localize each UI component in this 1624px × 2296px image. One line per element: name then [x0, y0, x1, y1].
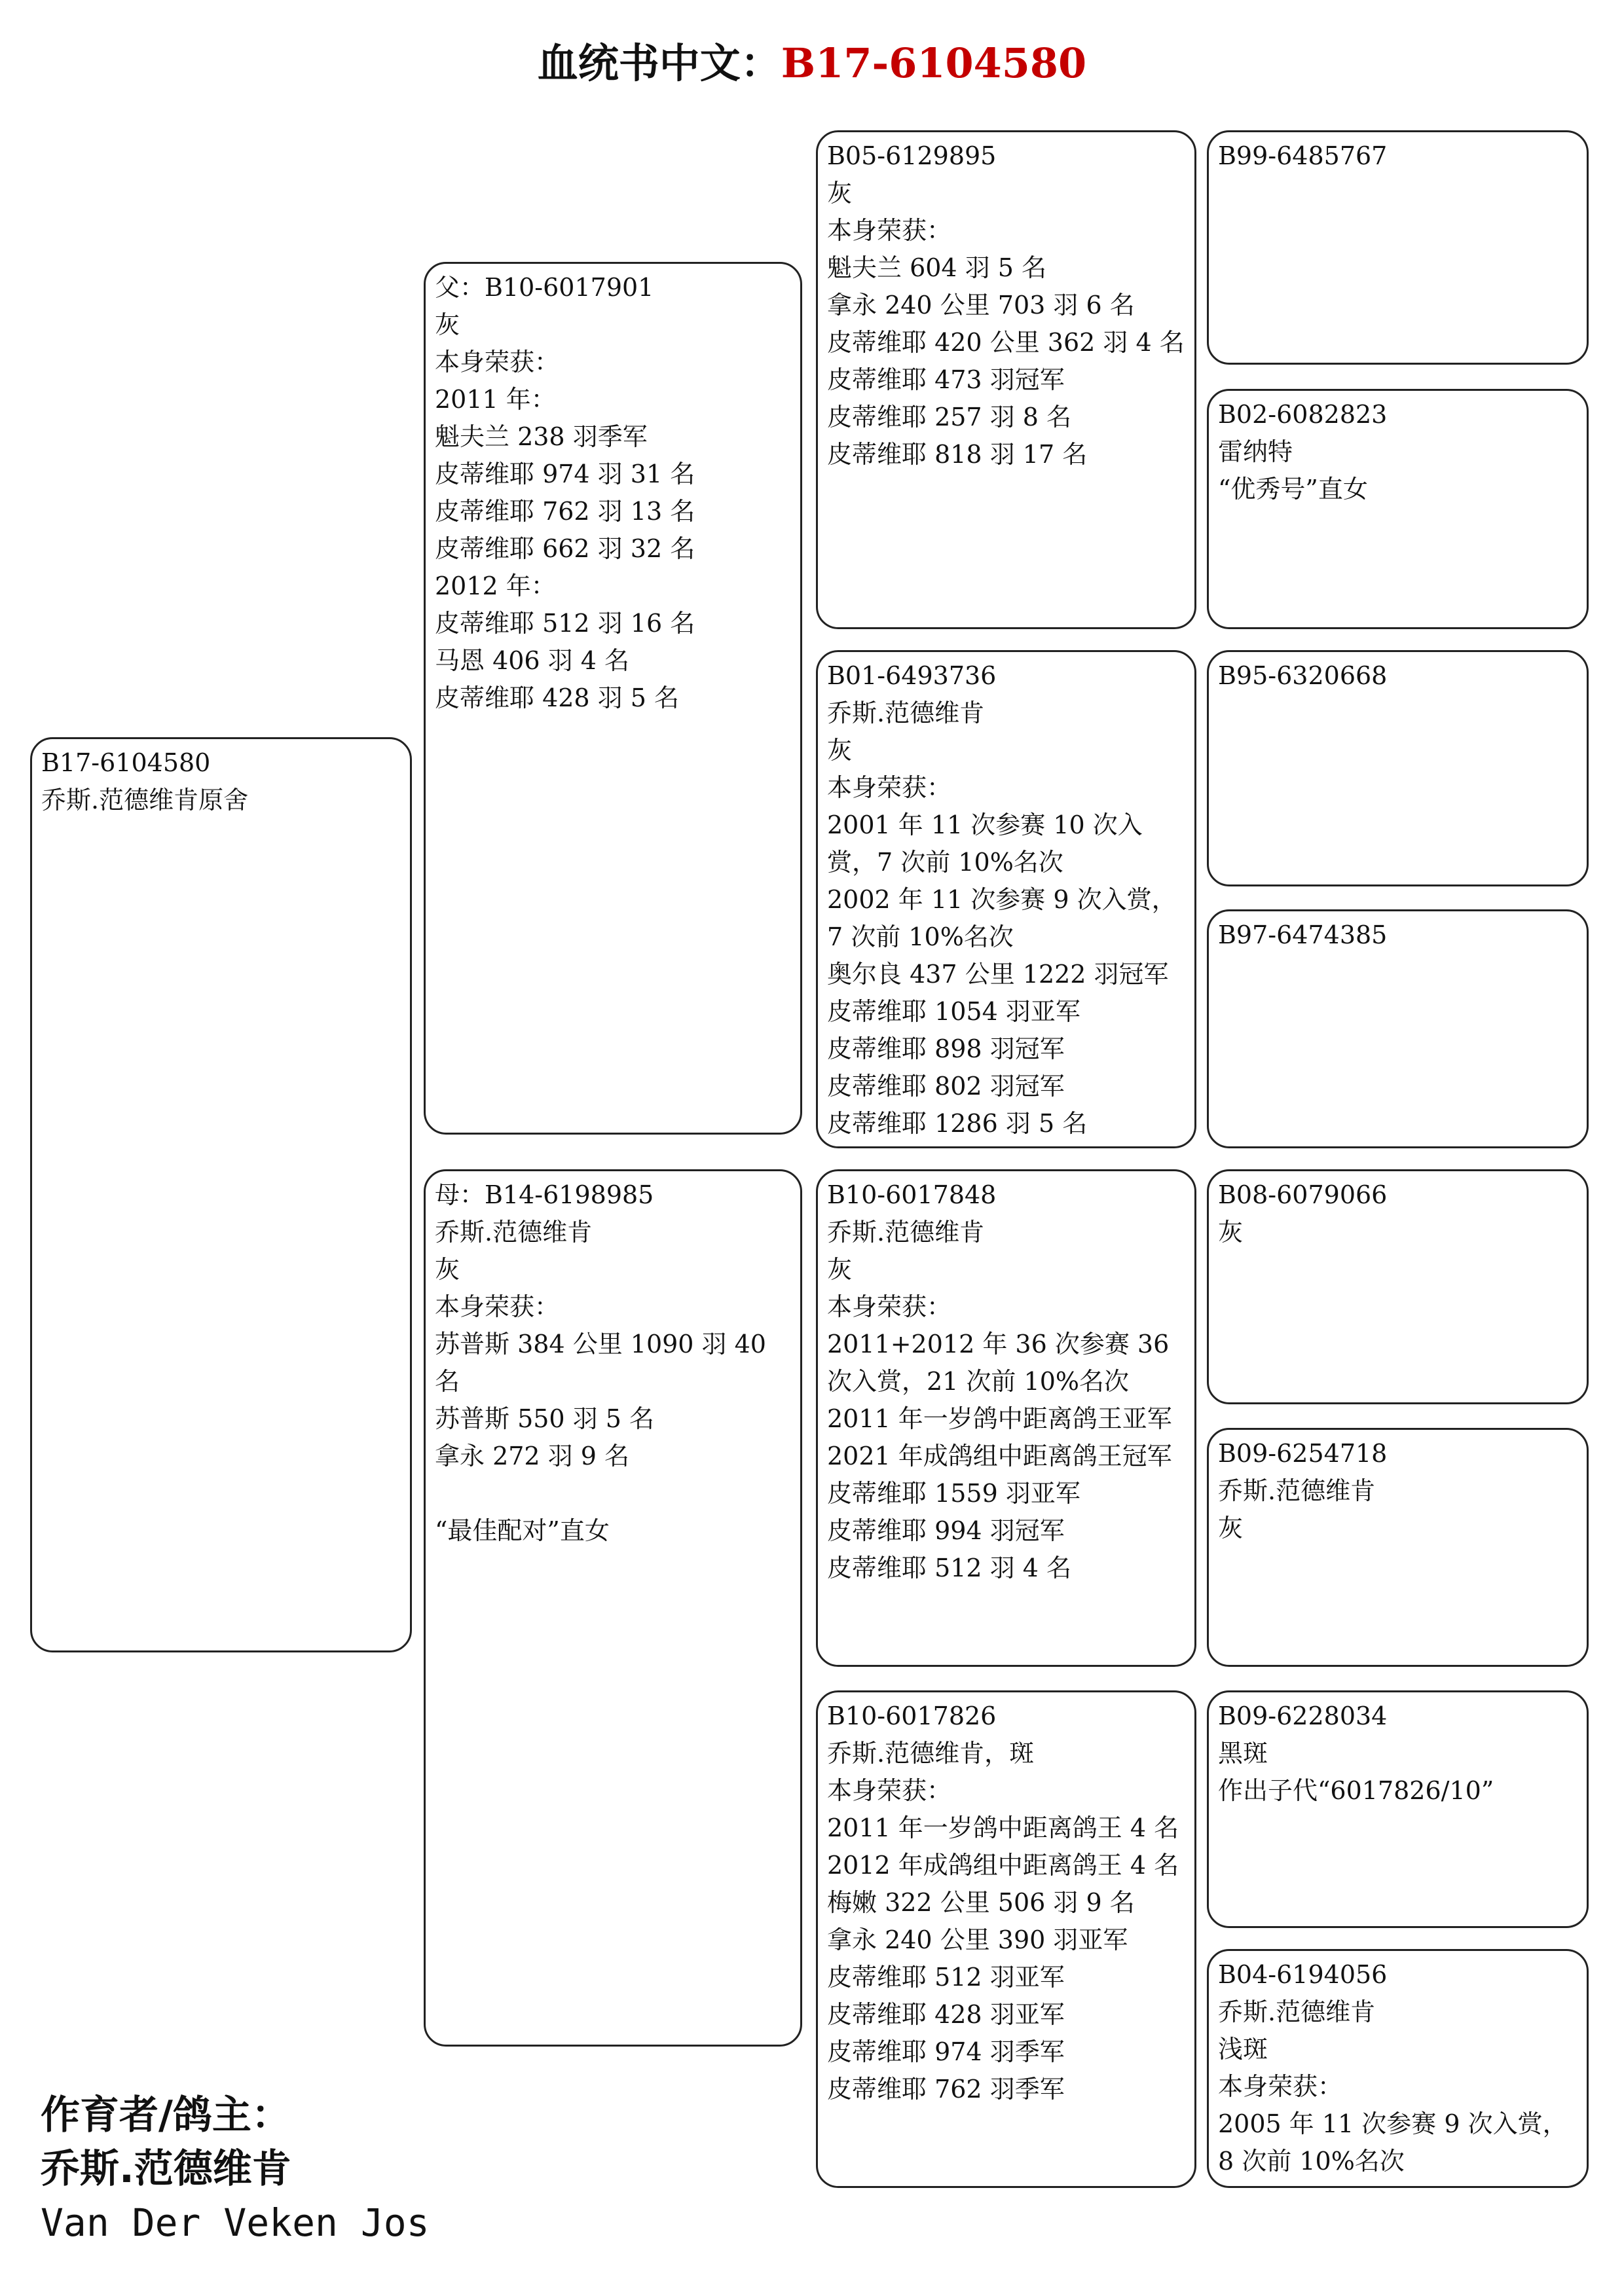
card-line: 乔斯.范德维肯: [435, 1218, 593, 1247]
dam-card: [424, 1169, 802, 2047]
card-line: 皮蒂维耶 428 羽亚军: [827, 2000, 1065, 2029]
card-line: 皮蒂维耶 898 羽冠军: [827, 1034, 1065, 1063]
card-line: 雷纳特: [1218, 437, 1293, 466]
page-title: [0, 34, 1624, 93]
card-line: 2021 年成鸽组中距离鸽王冠军: [827, 1442, 1172, 1470]
card-line: 皮蒂维耶 1559 羽亚军: [827, 1479, 1080, 1508]
card-line: B01-6493736: [827, 661, 997, 690]
card-line: 皮蒂维耶 420 公里 362 羽 4 名: [827, 328, 1185, 357]
card-line: 2002 年 11 次参赛 9 次入赏，7 次前 10%名次: [827, 885, 1177, 951]
great-grandparent-card: [1207, 1690, 1589, 1928]
card-line: 奥尔良 437 公里 1222 羽冠军: [827, 960, 1169, 989]
card-line: 2011+2012 年 36 次参赛 36 次入赏，21 次前 10%名次: [827, 1330, 1177, 1396]
card-line: 灰: [435, 1255, 460, 1284]
card-line: 皮蒂维耶 473 羽冠军: [827, 365, 1065, 394]
card-line: 皮蒂维耶 762 羽 13 名: [435, 497, 695, 526]
card-line: 皮蒂维耶 762 羽季军: [827, 2075, 1065, 2104]
card-line: B10-6017826: [827, 1702, 997, 1730]
card-line: 皮蒂维耶 1054 羽亚军: [827, 997, 1080, 1026]
card-line: 皮蒂维耶 512 羽 4 名: [827, 1554, 1072, 1582]
card-line: 乔斯.范德维肯: [1218, 1476, 1376, 1505]
card-line: 皮蒂维耶 428 羽 5 名: [435, 683, 680, 712]
great-grandparent-card: [1207, 1169, 1589, 1404]
card-line: B99-6485767: [1218, 141, 1388, 170]
card-line: 皮蒂维耶 512 羽亚军: [827, 1963, 1065, 1992]
card-line: 乔斯.范德维肯: [827, 1218, 985, 1247]
great-grandparent-card: [1207, 130, 1589, 365]
card-line: 乔斯.范德维肯: [827, 699, 985, 727]
card-line: 魁夫兰 238 羽季军: [435, 422, 648, 451]
great-grandparent-card: [1207, 1949, 1589, 2188]
card-line: 2012 年：: [435, 572, 556, 600]
card-line: 灰: [1218, 1514, 1244, 1542]
card-line: 皮蒂维耶 974 羽季军: [827, 2037, 1065, 2066]
card-line: 2011 年一岁鸽中距离鸽王 4 名: [827, 1813, 1179, 1842]
card-line: 皮蒂维耶 818 羽 17 名: [827, 440, 1088, 469]
card-line: 苏普斯 550 羽 5 名: [435, 1404, 655, 1433]
card-line: 灰: [435, 310, 460, 339]
card-line: “优秀号”直女: [1218, 475, 1368, 503]
card-line: B08-6079066: [1218, 1180, 1388, 1209]
card-line: B97-6474385: [1218, 920, 1388, 949]
dam-dam-card: [816, 1690, 1196, 2188]
card-line: 皮蒂维耶 512 羽 16 名: [435, 609, 695, 638]
breeder-name: 乔斯.范德维肯: [41, 2146, 291, 2192]
sire-card: [424, 262, 802, 1135]
card-line: 拿永 272 羽 9 名: [435, 1442, 630, 1470]
card-line: B17-6104580: [41, 748, 211, 777]
card-line: [435, 1475, 791, 1512]
sire-dam-card: [816, 650, 1196, 1148]
dam-sire-card: [816, 1169, 1196, 1667]
sire-sire-card: [816, 130, 1196, 629]
card-line: 皮蒂维耶 974 羽 31 名: [435, 460, 695, 488]
card-line: 母：B14-6198985: [435, 1180, 654, 1209]
card-line: 本身荣获：: [435, 1292, 560, 1321]
card-line: B95-6320668: [1218, 661, 1388, 690]
card-line: 父：B10-6017901: [435, 273, 654, 302]
great-grandparent-card: [1207, 1428, 1589, 1667]
card-line: 浅斑: [1218, 2035, 1268, 2064]
card-line: 皮蒂维耶 662 羽 32 名: [435, 534, 695, 563]
card-line: B10-6017848: [827, 1180, 997, 1209]
card-line: 皮蒂维耶 257 羽 8 名: [827, 403, 1072, 431]
card-line: 2011 年一岁鸽中距离鸽王亚军: [827, 1404, 1172, 1433]
great-grandparent-card: [1207, 909, 1589, 1148]
pigeon-card: [30, 737, 412, 1652]
breeder-name-latin: Van Der Veken Jos: [41, 2200, 430, 2245]
card-line: 2005 年 11 次参赛 9 次入赏，8 次前 10%名次: [1218, 2109, 1568, 2176]
card-line: 2012 年成鸽组中距离鸽王 4 名: [827, 1851, 1179, 1880]
card-line: 本身荣获：: [827, 216, 952, 245]
card-line: 梅嫩 322 公里 506 羽 9 名: [827, 1888, 1135, 1917]
card-line: 本身荣获：: [827, 1776, 952, 1805]
breeder-label: 作育者/鸽主：: [41, 2092, 291, 2138]
card-line: 本身荣获：: [435, 348, 560, 376]
title-prefix: 血统书中文：: [537, 39, 781, 87]
card-line: 拿永 240 公里 390 羽亚军: [827, 1925, 1128, 1954]
card-line: B09-6228034: [1218, 1702, 1388, 1730]
card-line: 本身荣获：: [827, 1292, 952, 1321]
card-line: 2001 年 11 次参赛 10 次入赏，7 次前 10%名次: [827, 811, 1143, 877]
card-line: 黑斑: [1218, 1739, 1268, 1768]
breeder-block: [41, 2088, 430, 2250]
card-line: 灰: [827, 1255, 853, 1284]
card-line: 皮蒂维耶 994 羽冠军: [827, 1516, 1065, 1545]
card-line: B02-6082823: [1218, 400, 1388, 429]
card-line: B04-6194056: [1218, 1960, 1388, 1989]
card-line: 皮蒂维耶 1286 羽 5 名: [827, 1109, 1088, 1138]
card-line: 灰: [1218, 1218, 1244, 1247]
card-line: 2011 年：: [435, 385, 556, 414]
card-line: 乔斯.范德维肯原舍: [41, 786, 249, 814]
title-ring-number: B17-6104580: [781, 39, 1087, 87]
great-grandparent-card: [1207, 389, 1589, 629]
card-line: 魁夫兰 604 羽 5 名: [827, 253, 1047, 282]
card-line: 本身荣获：: [1218, 2072, 1343, 2101]
card-line: 本身荣获：: [827, 773, 952, 802]
card-line: 皮蒂维耶 802 羽冠军: [827, 1072, 1065, 1101]
great-grandparent-card: [1207, 650, 1589, 886]
card-line: 苏普斯 384 公里 1090 羽 40 名: [435, 1330, 775, 1396]
card-line: 灰: [827, 179, 853, 208]
card-line: 乔斯.范德维肯: [1218, 1997, 1376, 2026]
card-line: B05-6129895: [827, 141, 997, 170]
card-line: B09-6254718: [1218, 1439, 1388, 1468]
card-line: 乔斯.范德维肯，斑: [827, 1739, 1035, 1768]
card-line: “最佳配对”直女: [435, 1516, 610, 1545]
card-line: 灰: [827, 736, 853, 765]
card-line: 马恩 406 羽 4 名: [435, 646, 630, 675]
card-line: 作出子代“6017826/10”: [1218, 1776, 1494, 1805]
card-line: 拿永 240 公里 703 羽 6 名: [827, 291, 1135, 319]
